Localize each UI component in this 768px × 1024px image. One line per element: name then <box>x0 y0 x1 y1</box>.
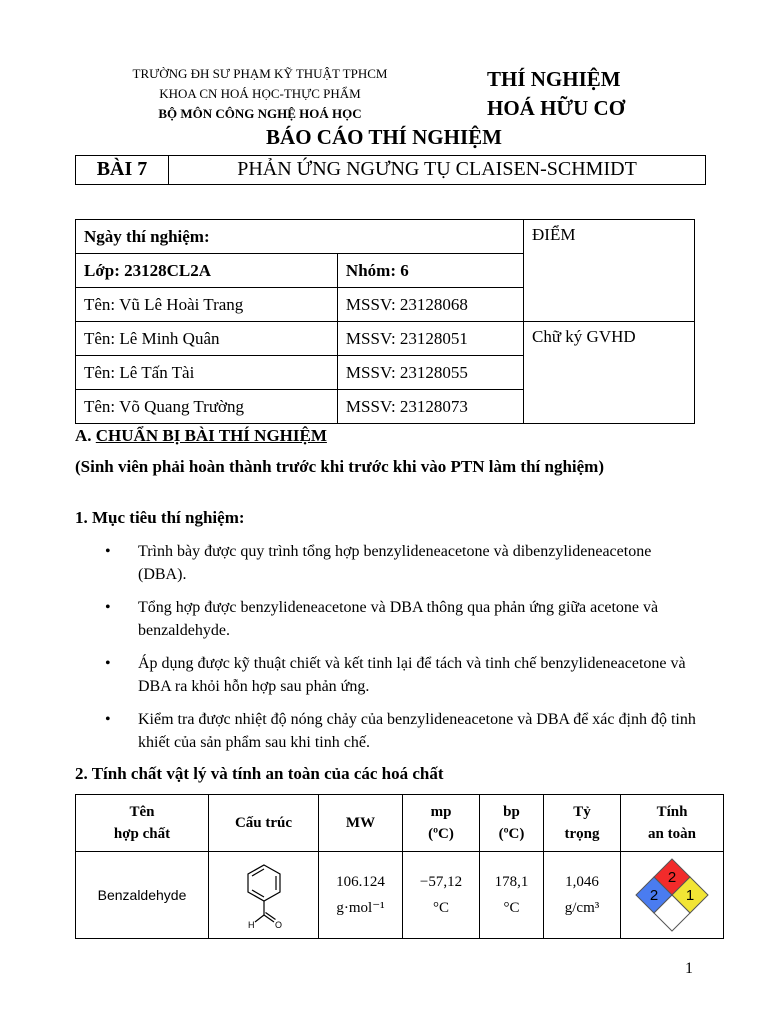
student-id: MSSV: 23128073 <box>337 390 523 424</box>
student-name: Tên: Võ Quang Trường <box>76 390 338 424</box>
course-title-line1: THÍ NGHIỆM <box>487 67 621 91</box>
table-header-row <box>76 795 724 852</box>
properties-heading: 2. Tính chất vật lý và tính an toàn của các hoá chất <box>75 764 444 783</box>
bullet-icon: • <box>105 655 111 672</box>
group-label: Nhóm: 6 <box>337 254 523 288</box>
bullet-icon: • <box>105 711 111 728</box>
header-structure: Cấu trúc <box>209 795 319 852</box>
density-cell: 1,046 g/cm³ <box>544 852 621 939</box>
lesson-name: PHẢN ỨNG NGƯNG TỤ CLAISEN-SCHMIDT <box>237 158 637 180</box>
table-row <box>76 220 695 254</box>
objectives-list <box>100 540 700 764</box>
section-a-note: (Sinh viên phải hoàn thành trước khi trước khi vào PTN làm thí nghiệm) <box>75 457 605 476</box>
mp-cell: −57,12 °C <box>403 852 480 939</box>
header-name: Tên hợp chất <box>76 795 209 852</box>
header-safety: Tính an toàn <box>621 795 724 852</box>
student-name: Tên: Lê Tấn Tài <box>76 356 338 390</box>
department-name: BỘ MÔN CÔNG NGHỆ HOÁ HỌC <box>158 106 362 121</box>
objective-text: Kiểm tra được nhiệt độ nóng chảy của benzylideneacetone và DBA để xác định độ tinh khiết của sản phẩm sau khi tinh chế. <box>138 711 696 751</box>
nfpa-health-value: 2 <box>649 887 659 904</box>
table-row <box>76 852 724 939</box>
signature-cell: Chữ ký GVHD <box>524 322 695 424</box>
date-label: Ngày thí nghiệm: <box>76 220 524 254</box>
section-a-heading <box>75 426 327 446</box>
header-mp: mp (ºC) <box>403 795 480 852</box>
bp-cell: 178,1 °C <box>480 852 544 939</box>
nfpa-reactivity-value: 1 <box>685 887 695 904</box>
structure-cell <box>209 852 319 939</box>
header-bp: bp (ºC) <box>480 795 544 852</box>
compound-name: Benzaldehyde <box>76 852 209 939</box>
objective-text: Áp dụng được kỹ thuật chiết và kết tinh lại để tách và tinh chế benzylideneacetone và DBA ra khỏi hỗn hợp sau phản ứng. <box>138 655 686 695</box>
objective-text: Trình bày được quy trình tổng hợp benzylideneacetone và dibenzylideneacetone (DBA). <box>138 543 652 583</box>
bullet-icon: • <box>105 599 111 616</box>
safety-cell <box>621 852 724 939</box>
table-row <box>76 322 695 356</box>
nfpa-fire-value: 2 <box>667 869 677 886</box>
lesson-number: BÀI 7 <box>76 156 169 184</box>
student-id: MSSV: 23128055 <box>337 356 523 390</box>
class-label: Lớp: 23128CL2A <box>76 254 338 288</box>
oxygen-label: O <box>274 920 282 930</box>
mw-cell: 106.124 g·mol⁻¹ <box>319 852 403 939</box>
student-info-table <box>75 219 695 424</box>
university-name: TRƯỜNG ĐH SƯ PHẠM KỸ THUẬT TPHCM <box>132 66 388 81</box>
section-a-prefix: A. <box>75 426 96 445</box>
section-a-title: CHUẨN BỊ BÀI THÍ NGHIỆM <box>95 426 327 445</box>
student-id: MSSV: 23128068 <box>337 288 523 322</box>
objectives-heading: 1. Mục tiêu thí nghiệm: <box>75 508 245 527</box>
nfpa-diamond-icon <box>632 857 712 933</box>
report-title: BÁO CÁO THÍ NGHIỆM <box>266 125 502 149</box>
list-item <box>100 708 700 754</box>
header-mw: MW <box>319 795 403 852</box>
student-name: Tên: Vũ Lê Hoài Trang <box>76 288 338 322</box>
header-density: Tỷ trọng <box>544 795 621 852</box>
course-title-line2: HOÁ HỮU CƠ <box>487 96 626 120</box>
score-cell: ĐIỂM <box>524 220 695 322</box>
benzaldehyde-structure-icon <box>229 859 299 931</box>
lesson-box <box>75 155 706 185</box>
student-id: MSSV: 23128051 <box>337 322 523 356</box>
faculty-name: KHOA CN HOÁ HỌC-THỰC PHẨM <box>159 86 361 101</box>
student-name: Tên: Lê Minh Quân <box>76 322 338 356</box>
list-item <box>100 652 700 698</box>
chemical-properties-table <box>75 794 724 939</box>
list-item <box>100 596 700 642</box>
hydrogen-label: H <box>247 920 254 930</box>
bullet-icon: • <box>105 543 111 560</box>
list-item <box>100 540 700 586</box>
page-number: 1 <box>685 960 693 977</box>
objective-text: Tổng hợp được benzylideneacetone và DBA thông qua phản ứng giữa acetone và benzaldehyde. <box>138 599 659 639</box>
